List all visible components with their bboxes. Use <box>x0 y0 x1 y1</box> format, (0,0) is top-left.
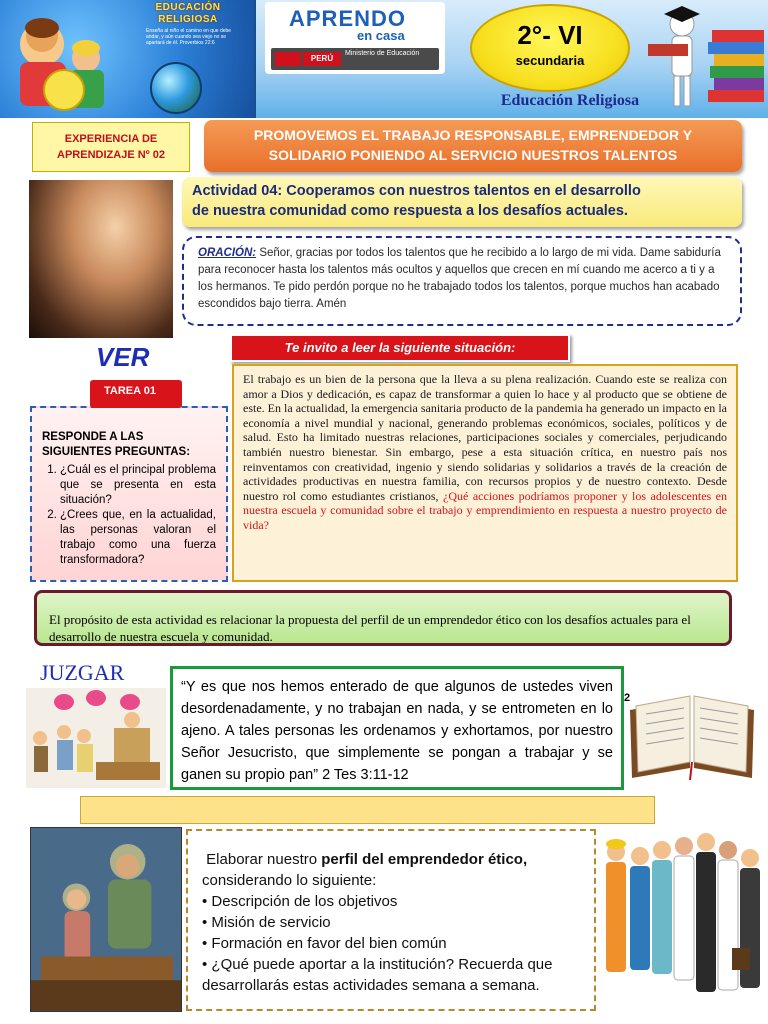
graduate-with-books-illustration <box>642 0 768 114</box>
task-intro: Elaborar nuestro perfil del emprendedor ético, <box>206 851 528 868</box>
prayer-text: Señor, gracias por todos los talentos que he recibido a lo largo de mi vida. Dame sabiduría para reconocer hasta los talentos más ocultos y aquellos que crecen en mí cuando me acerco a ti y a los hermanos. Te pido perdón porque no he trabajado todos los talentos, porque muchos han acabado escondidos bajo tierra. Amén <box>198 247 721 310</box>
page-header <box>0 0 768 118</box>
task-instructions-box <box>186 829 596 1011</box>
task-badge: TAREA 01 <box>90 380 182 408</box>
task-item: • Misión de servicio <box>202 914 331 931</box>
reading-invite-banner: Te invito a leer la siguiente situación: <box>230 334 570 362</box>
religious-education-title: EDUCACIÓN RELIGIOSA <box>155 2 221 25</box>
reading-text: El trabajo es un bien de la persona que la lleva a su plena realización. Cuando este se realiza con amor a Dios y dedicación, es capaz de transformar a quien lo hace y al producto que se obtiene de este. En la actualidad, la emergencia sanitaria producto de la pandemia ha generado un impacto en la economía a nivel mundial y nacional, generando problemas económicos, sociales, políticos y de salud. Esto ha limitado nuestras relaciones, participaciones sociales y comerciales, perjudicando también nuestro bienestar. Sin embargo, pese a esta situación crítica, en nuestro país nos reinventamos con creatividad, ingenio y siendo solidarias y solidarios a través de la creación de actividades productivas en nuestra familia, con recursos propios y de nuestro contexto. Desde nuestro rol como estudiantes cristianos, <box>243 372 727 503</box>
question-item: 2. ¿Crees que, en la actualidad, las personas valoran el trabajo como una fuerza transformadora? <box>60 508 216 568</box>
ver-heading: VER <box>96 342 150 372</box>
community-cartoon-illustration <box>26 688 166 788</box>
grade-label: 2°- VI <box>517 20 583 50</box>
activity-title: Actividad 04: Cooperamos con nuestros talentos en el desarrollo de nuestra comunidad como respuesta a los desafíos actuales. <box>182 177 742 227</box>
task-item: • Descripción de los objetivos <box>202 893 398 910</box>
en-casa-label: en casa <box>357 28 405 43</box>
learning-experience-label: EXPERIENCIA DE APRENDIZAJE Nº 02 <box>32 122 190 172</box>
task-item: • Formación en favor del bien común <box>202 935 447 952</box>
grade-badge <box>470 4 630 92</box>
juzgar-heading: JUZGAR <box>40 660 125 685</box>
task-item: • ¿Qué puede aportar a la institución? Recuerda que desarrollarás estas actividades semana a semana. <box>202 956 553 994</box>
proverbs-verse: Enseña al niño el camino en que debe andar, y aún cuando sea viejo no se apartará de él. Proverbios 22:6 <box>146 28 232 46</box>
ministry-label: Ministerio de Educación <box>345 50 420 57</box>
religious-education-banner-image <box>0 0 256 118</box>
prayer-label: ORACIÓN: <box>198 247 257 259</box>
open-bible-icon <box>626 680 758 780</box>
reading-question: ¿Qué acciones podríamos proponer y los adolescentes en nuestra escuela y comunidad sobre el trabajo y emprendimiento en respuesta a nuestro proyecto de vida? <box>243 488 727 532</box>
bible-quote: “Y es que nos hemos enterado de que algunos de ustedes viven desordenadamente, y no trabajan en nada, y se entrometen en lo ajeno. A tales personas les ordenamos y exhortamos, por nuestro Señor Jesucristo, que simplemente se pongan a trabajar y se ganen su propio pan” 2 Tes 3:11-12 <box>170 666 624 790</box>
questions-list <box>60 463 216 568</box>
globe-icon <box>150 62 202 114</box>
reading-passage <box>232 364 738 582</box>
children-illustration <box>2 6 122 114</box>
professionals-group-illustration <box>596 828 766 1018</box>
course-title: Educación Religiosa <box>500 92 640 109</box>
peru-shield-icon <box>275 52 301 66</box>
aprendo-label: APRENDO <box>289 6 407 31</box>
saint-joseph-carpenter-painting <box>30 827 182 1012</box>
questions-heading: RESPONDE A LAS SIGUIENTES PREGUNTAS: <box>42 431 191 458</box>
highlight-bar <box>80 796 655 824</box>
peru-label: PERÚ <box>303 52 341 66</box>
unit-title-banner: PROMOVEMOS EL TRABAJO RESPONSABLE, EMPRENDEDOR Y SOLIDARIO PONIENDO AL SERVICIO NUESTROS TALENTOS <box>204 120 742 172</box>
activity-purpose: El propósito de esta actividad es relacionar la propuesta del perfil de un emprendedor ético con los desafíos actuales para el desarrollo de nuestra escuela y comunidad. <box>34 590 732 646</box>
aprendo-en-casa-logo <box>265 2 445 74</box>
question-item: 1. ¿Cuál es el principal problema que se presenta en esta situación? <box>60 463 216 508</box>
task-intro-continued: considerando lo siguiente: <box>202 872 377 889</box>
praying-woman-photo <box>29 180 173 338</box>
level-label: secundaria <box>515 53 585 68</box>
questions-box <box>30 406 228 582</box>
verse-number: 2 <box>624 692 631 704</box>
prayer-box <box>182 236 742 326</box>
